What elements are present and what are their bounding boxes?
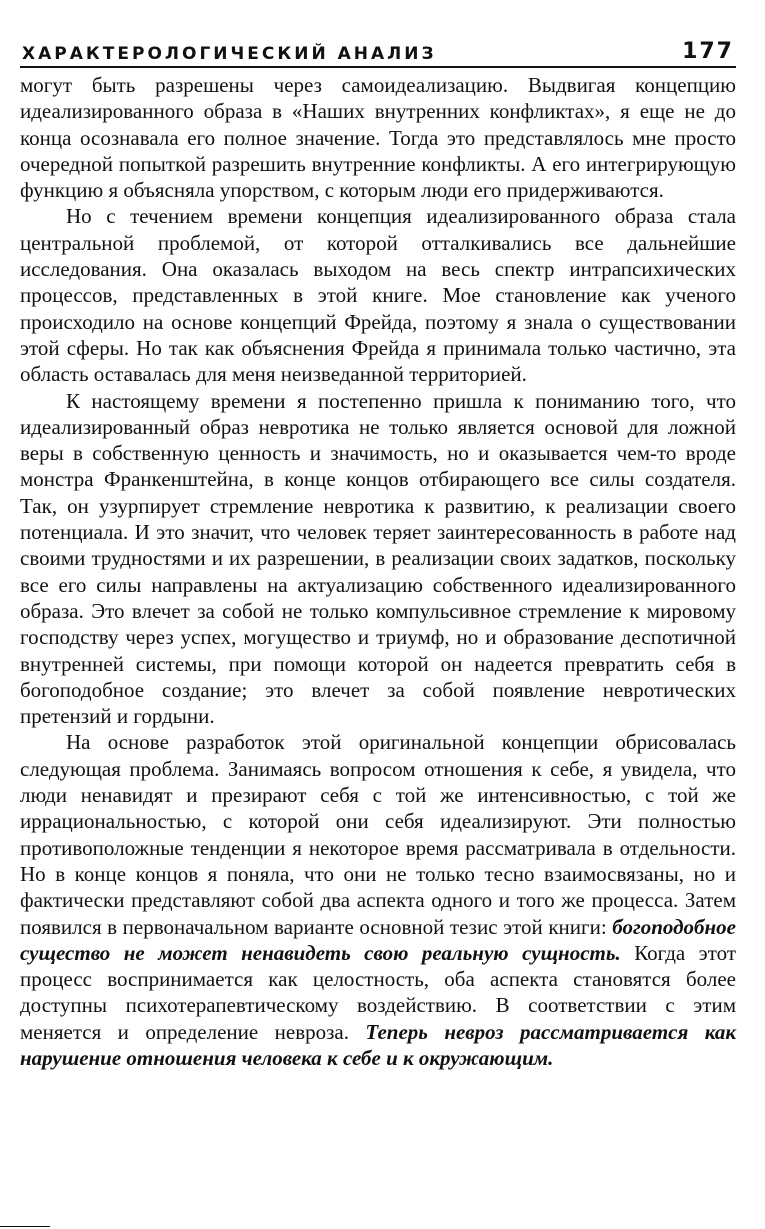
paragraph-3: К настоящему времени я постепенно пришла к пониманию того, что идеализированный образ невротика не только является основой для ложной веры в собственную ценность и значимость, но и оказывается чем-то вроде монстра Франкенштейна, в конце концов отбирающего все силы создателя. Так, он узурпирует стремление невротика к развитию, к реализации своего потенциала. И это значит, что человек теряет заинтересованность в работе над своими трудностями и их разрешении, в реализации своих задатков, поскольку все его силы направлены на актуализацию собственного идеализированного образа. Это влечет за собой не только компульсивное стремление к мировому господству через успех, могущество и триумф, но и образование деспотичной внутренней системы, при помощи которой он надеется превратить себя в богоподобное создание; это влечет за собой появление невротических претензий и гордыни. xyxy=(20,388,736,729)
paragraph-4-italic-1: богоподобное существо не может ненавидеть свою реальную сущность. xyxy=(20,914,736,965)
paragraph-4 xyxy=(20,729,736,1071)
paragraph-4-text-2: Когда этот процесс воспринимается как целостность, оба аспекта становятся более доступны психотерапевтическому воздействию. В соответствии с этим меняется и определение невроза. xyxy=(20,940,736,1044)
running-header-title: ХАРАКТЕРОЛОГИЧЕСКИЙ АНАЛИЗ xyxy=(22,44,437,64)
header-rule xyxy=(20,66,736,68)
paragraph-1: могут быть разрешены через самоидеализацию. Выдвигая концепцию идеализированного образа в «Наших внутренних конфликтах», я еще не до конца осознавала его полное значение. Тогда это представлялось мне просто очередной попыткой разрешить внутренние конфликты. А его интегрирующую функцию я объясняла упорством, с которым люди его придерживаются. xyxy=(20,73,736,203)
paragraph-4-text-1: На основе разработок этой оригинальной концепции обрисовалась следующая проблема. Занимаясь вопросом отношения к себе, я увидела, что люди ненавидят и презирают себя с той же интенсивностью, с той же иррациональностью, с которой они себя идеализируют. Эти полностью противоположные тенденции я некоторое время рассматривала в отдельности. Но в конце концов я поняла, что они не только тесно взаимосвязаны, но и фактически представляют собой два аспекта одного и того же процесса. Затем появился в первоначальном варианте основной тезис этой книги: xyxy=(20,730,736,939)
page-number: 177 xyxy=(682,39,734,64)
running-header xyxy=(22,34,734,64)
paragraph-4-italic-2: Теперь невроз рассматривается как нарушение отношения человека к себе и к окружающим. xyxy=(20,1019,736,1070)
paragraph-2: Но с течением времени концепция идеализированного образа стала центральной проблемой, от которой отталкивались все дальнейшие исследования. Она оказалась выходом на весь спектр интрапсихических процессов, представленных в этой книге. Мое становление как ученого происходило на основе концепций Фрейда, поэтому я знала о существовании этой сферы. Но так как объяснения Фрейда я принимала только частично, эта область оставалась для меня неизведанной территорией. xyxy=(20,204,736,387)
page-body xyxy=(20,72,736,1071)
footer-mark xyxy=(0,1226,50,1227)
